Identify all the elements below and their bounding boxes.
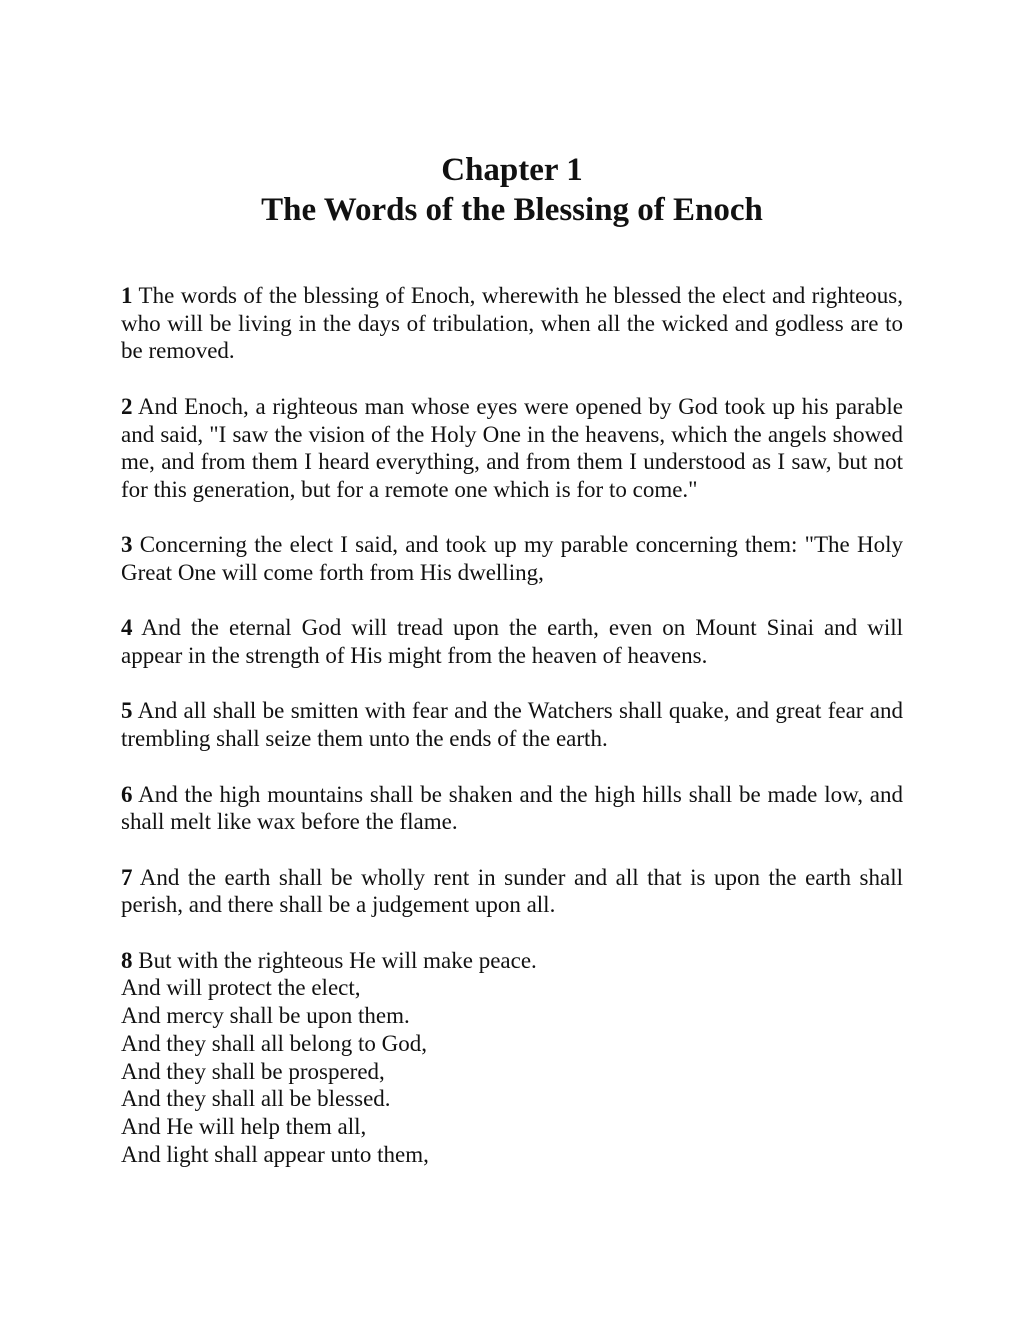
- verse-text: And all shall be smitten with fear and the Watchers shall quake, and great fear and trembling shall seize them unto the ends of the earth.: [121, 698, 904, 752]
- poem-line: And will protect the elect,: [121, 975, 361, 1001]
- chapter-title: The Words of the Blessing of Enoch: [261, 192, 763, 228]
- verse-number: 8: [121, 947, 133, 973]
- verse-number: 3: [121, 532, 133, 558]
- verse-text: And the eternal God will tread upon the earth, even on Mount Sinai and will appear in the strength of His might from the heaven of heavens.: [121, 615, 903, 669]
- poem-line: And He will help them all,: [121, 1113, 367, 1139]
- verse-number: 6: [121, 781, 133, 807]
- verse-number: 7: [121, 864, 133, 890]
- document-page: [121, 150, 903, 1196]
- verse-text: And the earth shall be wholly rent in sunder and all that is upon the earth shall perish, and there shall be a judgement upon all.: [121, 864, 903, 918]
- verse-text: The words of the blessing of Enoch, wherewith he blessed the elect and righteous, who will be living in the days of tribulation, when all the wicked and godless are to be removed.: [121, 283, 903, 364]
- poem-line: And they shall all be blessed.: [121, 1086, 391, 1112]
- verse-number: 1: [121, 283, 133, 308]
- verse-text: And the high mountains shall be shaken and the high hills shall be made low, and shall melt like wax before the flame.: [121, 781, 904, 835]
- poem-line: And they shall be prospered,: [121, 1058, 385, 1084]
- poem-line: And they shall all belong to God,: [121, 1030, 427, 1056]
- verse-number: 4: [121, 615, 133, 641]
- poem-line: And mercy shall be upon them.: [121, 1003, 410, 1029]
- verse-number: 2: [121, 393, 133, 419]
- verse-text: And Enoch, a righteous man whose eyes were opened by God took up his parable and said, "I saw the vision of the Holy One in the heavens, which the angels showed me, and from them I heard everything, and from them I understood as I saw, but not for this generation, but for a remote one which is for to come.": [121, 393, 904, 502]
- verse-8: [121, 947, 903, 1169]
- verse-list: [121, 282, 903, 1168]
- verse-6: [121, 781, 903, 836]
- poem-line: [121, 947, 903, 975]
- verse-5: [121, 697, 903, 752]
- verse-3: [121, 531, 903, 586]
- verse-1: [121, 282, 903, 365]
- poem-line: And light shall appear unto them,: [121, 1141, 429, 1167]
- verse-number: 5: [121, 698, 133, 724]
- chapter-heading: [121, 150, 903, 230]
- verse-text: But with the righteous He will make peace.: [138, 947, 537, 973]
- chapter-number: Chapter 1: [441, 152, 583, 188]
- verse-4: [121, 614, 903, 669]
- verse-7: [121, 864, 903, 919]
- verse-2: [121, 393, 903, 504]
- verse-text: Concerning the elect I said, and took up my parable concerning them: "The Holy Great One will come forth from His dwelling,: [121, 532, 904, 585]
